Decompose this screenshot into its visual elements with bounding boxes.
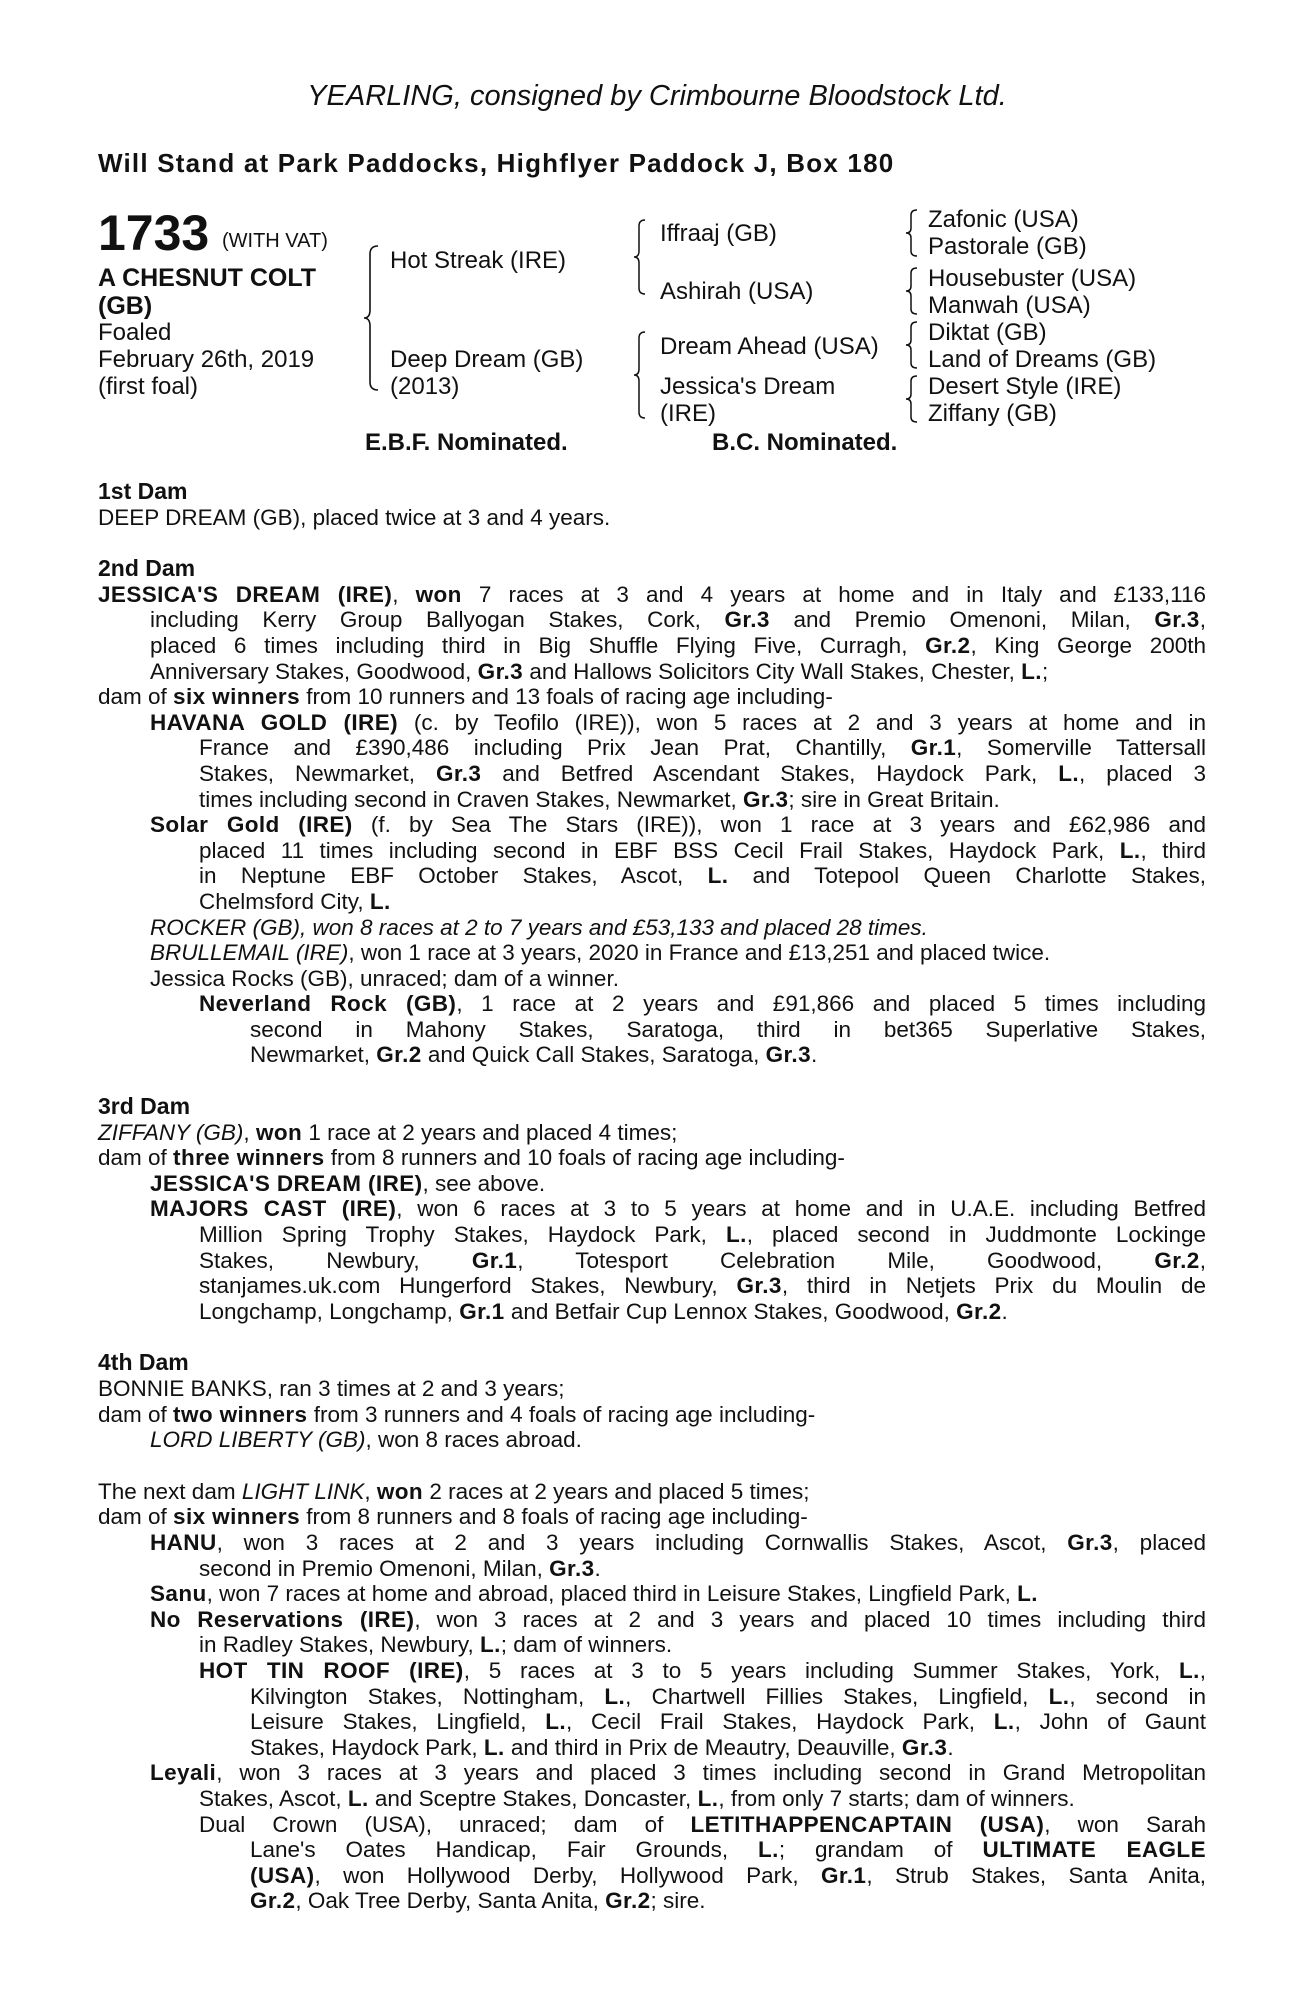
lot-name-line1: A CHESNUT COLT [98, 264, 317, 292]
text: , [392, 581, 416, 607]
grade: L. [1048, 1683, 1070, 1709]
text: times including second in Craven Stakes, Newmarket, [199, 786, 743, 812]
text: , John of Gaunt [1014, 1709, 1207, 1735]
section-1st-dam: 1st Dam [98, 478, 188, 504]
section-3rd-dam: 3rd Dam [98, 1093, 191, 1120]
grade: Gr.3 [1067, 1529, 1113, 1555]
text: three winners [173, 1145, 325, 1171]
text: ; [1041, 658, 1049, 684]
hot-tin-roof-line-4 [98, 1735, 1206, 1761]
lot-name-line2: (GB) [98, 292, 153, 320]
sd-dam: Manwah (USA) [928, 292, 1091, 319]
text: , won 3 races at 3 years and placed 3 times including second in Grand Metropolitan [216, 1760, 1206, 1786]
rocker-line [98, 915, 1206, 941]
vat-note: (WITH VAT) [222, 230, 328, 252]
text: , won 7 races at home and abroad, placed third in Leisure Stakes, Lingfield Park, [206, 1581, 1018, 1607]
lot-description [98, 264, 316, 320]
next-dam-dam-of-line [98, 1504, 1206, 1530]
horse-name: Solar Gold (IRE) [150, 812, 353, 838]
text: , from only 7 starts; dam of winners. [718, 1785, 1075, 1811]
grade: Gr.3 [736, 1273, 782, 1299]
text: won [255, 1119, 303, 1145]
text: and Premio Omenoni, Milan, [769, 607, 1155, 633]
neverland-rock-line-1 [98, 991, 1206, 1017]
pedigree-brace-2b [632, 330, 648, 420]
text: placed 6 times including third in Big Shuffle Flying Five, Curragh, [150, 632, 926, 658]
grade: L. [545, 1709, 567, 1735]
text: , placed [1112, 1529, 1206, 1555]
text: and Betfair Cup Lennox Stakes, Goodwood, [504, 1298, 957, 1324]
section-4th-dam: 4th Dam [98, 1349, 189, 1376]
solar-gold-line-2 [98, 838, 1206, 864]
ss-dam: Pastorale (GB) [928, 233, 1087, 260]
text: , [364, 1478, 377, 1504]
havana-gold-line-4 [98, 787, 1206, 813]
sire-dam: Ashirah (USA) [660, 278, 814, 305]
majors-cast-line-1 [98, 1196, 1206, 1222]
grade: Gr.2 [376, 1042, 422, 1068]
lord-liberty-line [98, 1427, 1206, 1453]
brullemail-line [98, 940, 1206, 966]
text: , second in [1069, 1683, 1206, 1709]
havana-gold-line-3 [98, 761, 1206, 787]
text: . [947, 1734, 954, 1760]
text: won [376, 1478, 424, 1504]
text: , see above. [422, 1170, 546, 1196]
text: from 10 runners and 13 foals of racing age including- [300, 684, 833, 710]
ds-sire: Diktat (GB) [928, 319, 1047, 346]
text: , won 3 races at 2 and 3 years including Cornwallis Stakes, Ascot, [216, 1529, 1068, 1555]
pedigree-brace-3b [904, 266, 920, 316]
grade: Gr.3 [549, 1555, 595, 1581]
horse-name: LETITHAPPENCAPTAIN (USA) [690, 1811, 1045, 1837]
sire: Hot Streak (IRE) [390, 247, 567, 274]
horse-name: ULTIMATE EAGLE [982, 1837, 1206, 1863]
dam-dam-country: (IRE) [660, 400, 716, 427]
text: , third in Netjets Prix du Moulin de [781, 1273, 1206, 1299]
text: . [594, 1555, 601, 1581]
no-reservations-line-1 [98, 1607, 1206, 1633]
text: , won 1 race at 3 years, 2020 in France and £13,251 and placed twice. [348, 940, 1051, 966]
sd-sire: Housebuster (USA) [928, 265, 1137, 292]
text: , Totesport Celebration Mile, Goodwood, [517, 1247, 1155, 1273]
horse-name: MAJORS CAST (IRE) [150, 1196, 397, 1222]
hanu-line-1 [98, 1530, 1206, 1556]
grade: L. [707, 863, 729, 889]
text: placed 11 times including second in EBF BSS Cecil Frail Stakes, Haydock Park, [199, 837, 1120, 863]
first-dam-text: DEEP DREAM (GB), placed twice at 3 and 4 years. [98, 504, 611, 530]
text: , Somerville Tattersall [956, 735, 1206, 761]
grade: L. [993, 1709, 1015, 1735]
dam-dam: Jessica's Dream [660, 373, 836, 400]
text: 1 race at 2 years and placed 4 times; [302, 1119, 678, 1145]
horse-name: ZIFFANY (GB) [98, 1119, 244, 1145]
stand-location: Will Stand at Park Paddocks, Highflyer Paddock J, Box 180 [98, 148, 895, 178]
grade: L. [604, 1683, 626, 1709]
text: in Neptune EBF October Stakes, Ascot, [199, 863, 708, 889]
pedigree-brace-2a [632, 218, 648, 296]
bonnie-banks-dam-of-line [98, 1402, 1206, 1428]
bc-nominated: B.C. Nominated. [712, 429, 898, 456]
text: dam of [98, 684, 174, 710]
text: , [1199, 607, 1206, 633]
grade: Gr.1 [820, 1862, 867, 1888]
text: (c. by Teofilo (IRE)), won 5 races at 2 and 3 years at home and in [398, 709, 1207, 735]
section-2nd-dam: 2nd Dam [98, 555, 196, 582]
ds-dam: Land of Dreams (GB) [928, 346, 1157, 373]
text: dam of [98, 1504, 174, 1530]
text: Million Spring Trophy Stakes, Haydock Park, [199, 1222, 726, 1248]
grade: L. [483, 1734, 505, 1760]
text: , won Sarah [1044, 1811, 1206, 1837]
solar-gold-line-3 [98, 863, 1206, 889]
text: and Betfred Ascendant Stakes, Haydock Park, [481, 760, 1059, 786]
grade: L. [1119, 837, 1141, 863]
grade: Gr.3 [743, 786, 789, 812]
solar-gold-line-1 [98, 812, 1206, 838]
text: . [1001, 1298, 1008, 1324]
text: France and £390,486 including Prix Jean Prat, Chantilly, [199, 735, 911, 761]
hot-tin-roof-line-1 [98, 1658, 1206, 1684]
second-dam-line-3 [98, 633, 1206, 659]
text: , won 6 races at 3 to 5 years at home and in U.A.E. including Betfred [396, 1196, 1206, 1222]
text: Stakes, Ascot, [199, 1785, 348, 1811]
second-dam-line-4 [98, 659, 1206, 685]
grade: L. [347, 1785, 369, 1811]
majors-cast-line-3 [98, 1248, 1206, 1274]
text: from 8 runners and 8 foals of racing age including- [300, 1504, 808, 1530]
grade: L. [697, 1785, 719, 1811]
text: , won 8 races at 2 to 7 years and £53,133 and placed 28 times. [300, 914, 928, 940]
text: , [243, 1119, 256, 1145]
horse-name: No Reservations (IRE) [150, 1606, 415, 1632]
text: ; dam of winners. [500, 1632, 673, 1658]
dual-crown-line-3 [98, 1863, 1206, 1889]
pedigree-brace-1 [362, 244, 382, 392]
grade: L. [758, 1837, 779, 1863]
second-dam-line-2 [98, 607, 1206, 633]
horse-name: Neverland Rock (GB) [199, 991, 457, 1017]
grade: Gr.2 [956, 1298, 1002, 1324]
text: , King George 200th [970, 632, 1206, 658]
text: Leisure Stakes, Lingfield, [250, 1709, 546, 1735]
text: dam of [98, 1401, 174, 1427]
majors-cast-line-2 [98, 1222, 1206, 1248]
text: Dual Crown (USA), unraced; dam of [199, 1811, 691, 1837]
text: and Quick Call Stakes, Saratoga, [421, 1042, 766, 1068]
text: (f. by Sea The Stars (IRE)), won 1 race at 3 years and £62,986 and [352, 812, 1206, 838]
text: Anniversary Stakes, Goodwood, [150, 658, 478, 684]
grade: Gr.3 [477, 658, 524, 684]
text: in Radley Stakes, Newbury, [199, 1632, 480, 1658]
grade: Gr.1 [910, 735, 957, 761]
text: from 3 runners and 4 foals of racing age including- [307, 1401, 816, 1427]
text: six winners [173, 684, 300, 710]
text: ; grandam of [778, 1837, 983, 1863]
text: and Sceptre Stakes, Doncaster, [368, 1785, 698, 1811]
text: , won Hollywood Derby, Hollywood Park, [314, 1862, 821, 1888]
ziffany-line [98, 1120, 1206, 1146]
grade: Gr.1 [471, 1247, 518, 1273]
grade: Gr.2 [925, 632, 971, 658]
pedigree-brace-3a [904, 208, 920, 258]
text: won [415, 581, 462, 607]
second-dam-line-1 [98, 582, 1206, 608]
leyali-line-1 [98, 1760, 1206, 1786]
bonnie-banks-line: BONNIE BANKS, ran 3 times at 2 and 3 years; [98, 1376, 565, 1401]
text: from 8 runners and 10 foals of racing age including- [324, 1145, 845, 1171]
horse-name: JESSICA'S DREAM (IRE) [98, 581, 393, 607]
horse-name: HANU [150, 1529, 217, 1555]
next-dam-line [98, 1479, 1206, 1505]
grade: L. [1178, 1657, 1200, 1683]
second-dam-line-5 [98, 684, 1206, 710]
text: , won 3 races at 2 and 3 years and placed 10 times including third [414, 1606, 1206, 1632]
text: , placed 3 [1079, 760, 1206, 786]
majors-cast-line-5 [98, 1299, 1206, 1325]
grade: Gr.3 [435, 760, 482, 786]
text: stanjames.uk.com Hungerford Stakes, Newbury, [199, 1273, 737, 1299]
text: , Chartwell Fillies Stakes, Lingfield, [625, 1683, 1049, 1709]
text: including Kerry Group Ballyogan Stakes, Cork, [150, 607, 725, 633]
text: , third [1140, 837, 1206, 863]
horse-name: (USA) [250, 1862, 315, 1888]
grade: L. [1021, 658, 1042, 684]
lot-number: 1733 [98, 205, 210, 261]
dam-sire: Dream Ahead (USA) [660, 333, 879, 360]
text: , Cecil Frail Stakes, Haydock Park, [566, 1709, 994, 1735]
grade: Gr.1 [459, 1298, 505, 1324]
solar-gold-line-4 [98, 889, 1206, 915]
dual-crown-line-1 [98, 1812, 1206, 1838]
horse-name: ROCKER (GB) [150, 914, 301, 940]
sire-sire: Iffraaj (GB) [660, 220, 777, 247]
ziffany-dam-of-line [98, 1145, 1206, 1171]
grade: L. [1017, 1581, 1038, 1607]
text: Lane's Oates Handicap, Fair Grounds, [250, 1837, 759, 1863]
text: , [1199, 1657, 1207, 1683]
text: Longchamp, Longchamp, [199, 1298, 460, 1324]
grade: L. [725, 1222, 747, 1248]
text: . [811, 1042, 818, 1068]
neverland-rock-line-3 [98, 1042, 1206, 1068]
text: ; sire in Great Britain. [788, 786, 1000, 812]
text: Chelmsford City, [199, 888, 370, 914]
text: 2 races at 2 years and placed 5 times; [423, 1478, 810, 1504]
horse-name: BRULLEMAIL (IRE) [150, 940, 349, 966]
text: The next dam [98, 1478, 242, 1504]
hanu-line-2 [98, 1556, 1206, 1582]
hot-tin-roof-line-2 [98, 1684, 1206, 1710]
grade: Gr.3 [765, 1042, 811, 1068]
text: Stakes, Newbury, [199, 1247, 472, 1273]
text: ; sire. [650, 1888, 706, 1914]
leyali-line-2 [98, 1786, 1206, 1812]
jessicas-dream-ref-line [98, 1171, 1206, 1197]
grade: Gr.2 [250, 1888, 296, 1914]
dd-sire: Desert Style (IRE) [928, 373, 1122, 400]
text: and Totepool Queen Charlotte Stakes, [728, 863, 1206, 889]
text: Kilvington Stakes, Nottingham, [250, 1683, 605, 1709]
foaled-date: February 26th, 2019 [98, 346, 315, 373]
text: six winners [173, 1504, 300, 1530]
neverland-rock-line-2: second in Mahony Stakes, Saratoga, third in bet365 Superlative Stakes, [250, 1016, 1206, 1042]
text: , Strub Stakes, Santa Anita, [866, 1862, 1206, 1888]
text: , 1 race at 2 years and £91,866 and placed 5 times including [456, 991, 1206, 1017]
ebf-nominated: E.B.F. Nominated. [365, 429, 568, 456]
hot-tin-roof-line-3 [98, 1709, 1206, 1735]
horse-name: Leyali [150, 1760, 217, 1786]
text: two winners [173, 1401, 308, 1427]
havana-gold-line-1 [98, 710, 1206, 736]
grade: Gr.2 [605, 1888, 651, 1914]
grade: Gr.3 [724, 607, 770, 633]
grade: Gr.2 [1154, 1247, 1200, 1273]
grade: Gr.3 [1154, 607, 1200, 633]
horse-name: LIGHT LINK [241, 1478, 365, 1504]
text: dam of [98, 1145, 174, 1171]
grade: L. [1058, 760, 1080, 786]
text: Stakes, Newmarket, [199, 760, 436, 786]
dual-crown-line-4 [98, 1888, 1206, 1914]
sanu-line [98, 1581, 1206, 1607]
text: , 5 races at 3 to 5 years including Summer Stakes, York, [463, 1657, 1179, 1683]
page-title: YEARLING, consigned by Crimbourne Bloodstock Ltd. [307, 80, 1007, 112]
grade: L. [369, 888, 391, 914]
text: and third in Prix de Meautry, Deauville, [504, 1734, 902, 1760]
text: , won 8 races abroad. [365, 1427, 582, 1453]
havana-gold-line-2 [98, 735, 1206, 761]
dam: Deep Dream (GB) [390, 346, 584, 373]
text: 7 races at 3 and 4 years at home and in Italy and £133,116 [461, 581, 1206, 607]
text: Stakes, Haydock Park, [250, 1734, 484, 1760]
dam-history [98, 479, 1206, 1914]
text: second in Premio Omenoni, Milan, [199, 1555, 550, 1581]
majors-cast-line-4 [98, 1273, 1206, 1299]
first-foal-note: (first foal) [98, 373, 199, 400]
text: and Hallows Solicitors City Wall Stakes, Chester, [523, 658, 1022, 684]
dd-dam: Ziffany (GB) [928, 400, 1057, 427]
foaled-label: Foaled [98, 319, 172, 346]
jessica-rocks-line: Jessica Rocks (GB), unraced; dam of a winner. [150, 965, 619, 991]
dam-year: (2013) [390, 373, 460, 400]
pedigree-brace-3d [904, 374, 920, 424]
horse-name: Sanu [150, 1581, 207, 1607]
ss-sire: Zafonic (USA) [928, 206, 1079, 233]
horse-name: JESSICA'S DREAM (IRE) [150, 1170, 423, 1196]
no-reservations-line-2 [98, 1632, 1206, 1658]
text: , [1199, 1247, 1206, 1273]
text: , Oak Tree Derby, Santa Anita, [295, 1888, 606, 1914]
pedigree-brace-3c [904, 320, 920, 370]
grade: Gr.3 [901, 1734, 948, 1760]
horse-name: HAVANA GOLD (IRE) [150, 709, 399, 735]
text: , placed second in Juddmonte Lockinge [746, 1222, 1206, 1248]
horse-name: LORD LIBERTY (GB) [150, 1427, 366, 1453]
horse-name: HOT TIN ROOF (IRE) [199, 1657, 464, 1683]
grade: L. [479, 1632, 501, 1658]
text: Newmarket, [250, 1042, 377, 1068]
dual-crown-line-2 [98, 1837, 1206, 1863]
